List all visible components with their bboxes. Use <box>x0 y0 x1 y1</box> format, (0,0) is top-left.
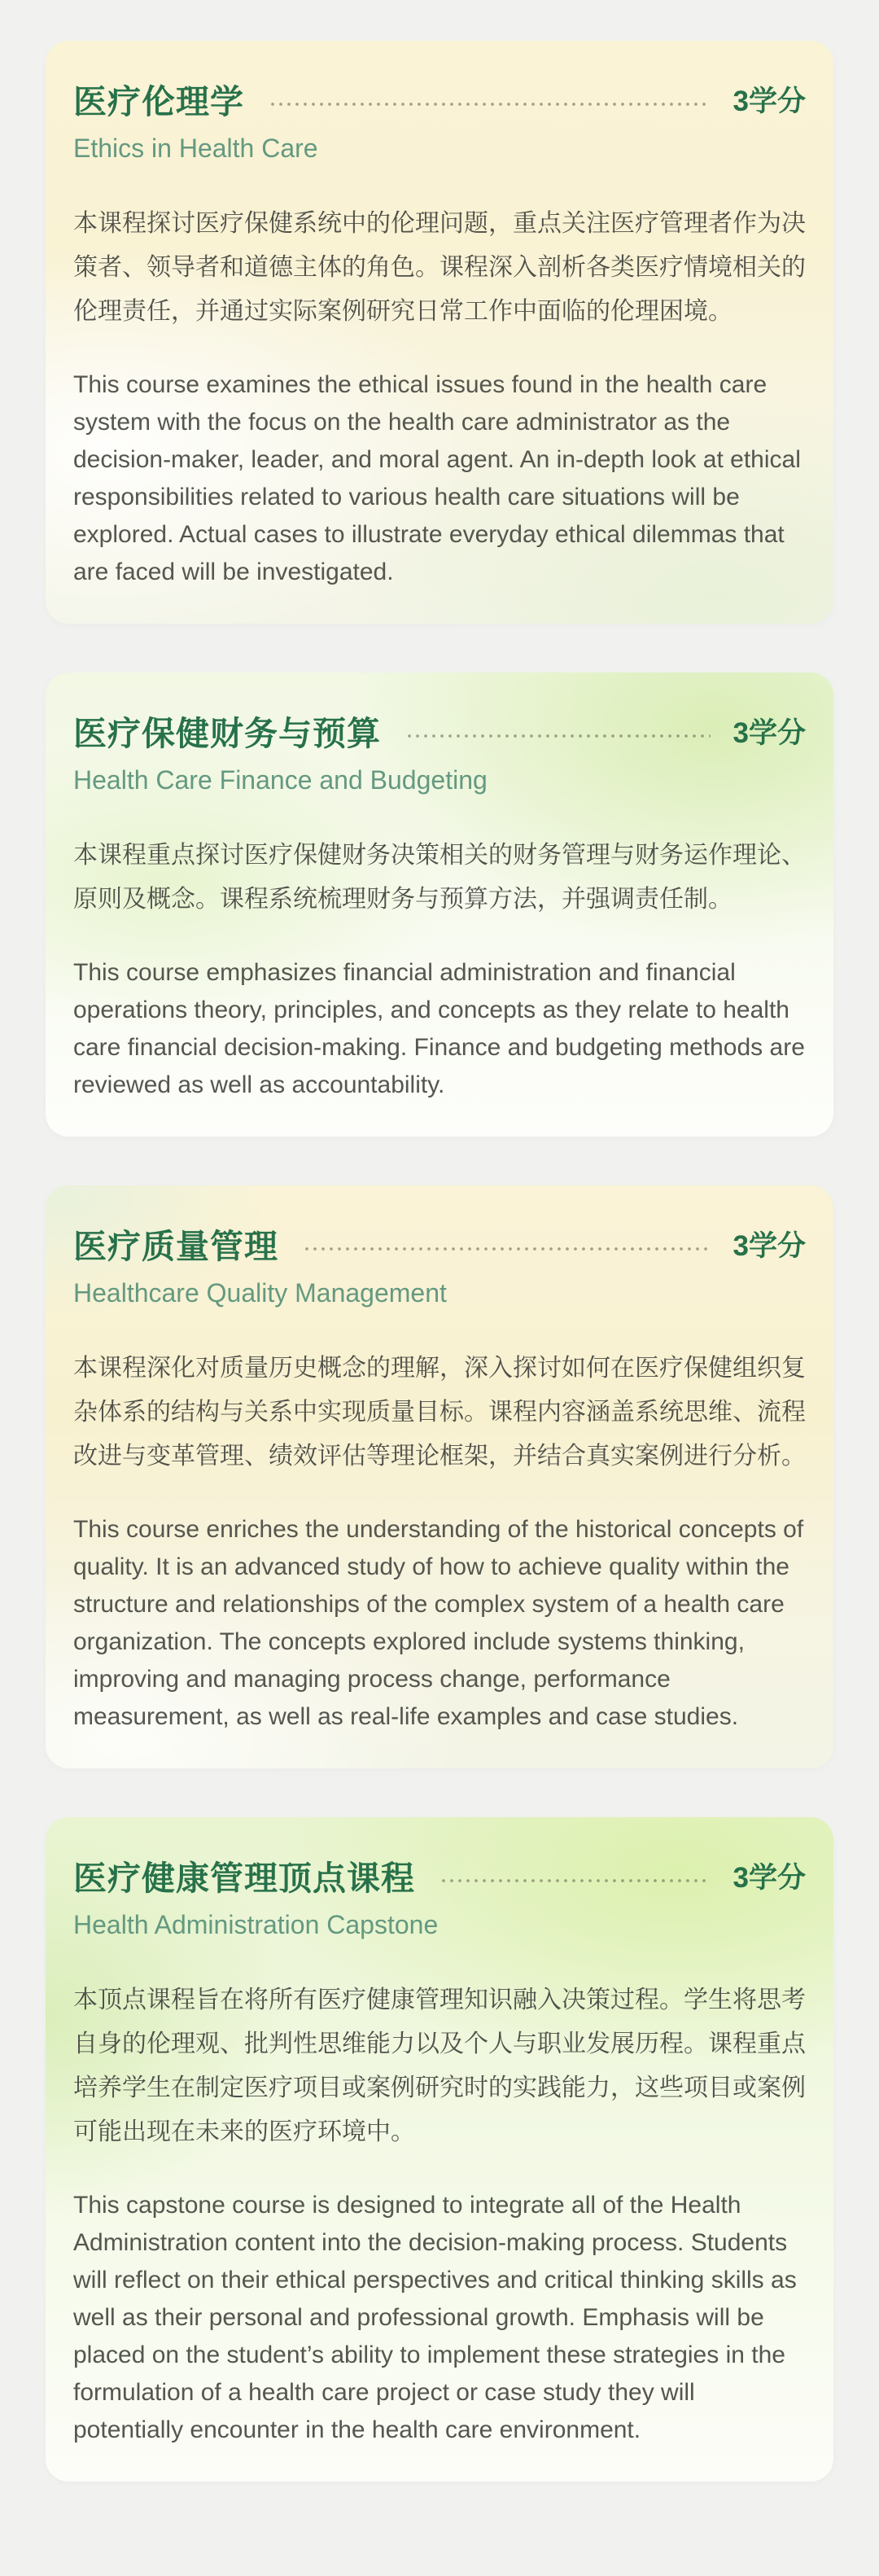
course-title-en: Ethics in Health Care <box>73 134 318 163</box>
course-card-capstone <box>46 1817 833 2482</box>
course-card-finance <box>46 672 833 1137</box>
course-credits-badge: 3学分 <box>732 717 806 749</box>
course-description-en: This course emphasizes financial administration and financial operations theory, principles, and concepts as they relate to health care financial decision-making. Finance and budgeting methods are reviewed as well as accountability. <box>73 959 805 1098</box>
dotted-leader <box>269 102 711 107</box>
course-card-header <box>73 1860 806 1897</box>
course-title-zh: 医疗健康管理顶点课程 <box>73 1860 415 1897</box>
course-title-zh: 医疗伦理学 <box>73 83 244 120</box>
dotted-leader <box>303 1246 711 1251</box>
course-title-en: Health Administration Capstone <box>73 1910 439 1939</box>
course-credits-badge: 3学分 <box>732 1230 806 1262</box>
course-card-header <box>73 83 806 120</box>
course-description-zh: 本顶点课程旨在将所有医疗健康管理知识融入决策过程。学生将思考自身的伦理观、批判性思维能力以及个人与职业发展历程。课程重点培养学生在制定医疗项目或案例研究时的实践能力，这些项目或案例可能出现在未来的医疗环境中。 <box>73 1987 806 2145</box>
course-description-zh: 本课程深化对质量历史概念的理解，深入探讨如何在医疗保健组织复杂体系的结构与关系中实现质量目标。课程内容涵盖系统思维、流程改进与变革管理、绩效评估等理论框架，并结合真实案例进行分析。 <box>73 1355 806 1470</box>
course-card-quality <box>46 1185 833 1768</box>
course-description-en: This capstone course is designed to integrate all of the Health Administration content into the decision-making process. Students will reflect on their ethical perspectives and critical thinking skills as well as their personal and professional growth. Emphasis will be placed on the student’s ability to implement these strategies in the formulation of a health care project or case study they will potentially encounter in the health care environment. <box>73 2192 797 2443</box>
course-description-zh: 本课程重点探讨医疗保健财务决策相关的财务管理与财务运作理论、原则及概念。课程系统梳理财务与预算方法，并强调责任制。 <box>73 842 806 913</box>
course-card-header <box>73 1228 806 1265</box>
dotted-leader <box>440 1878 711 1883</box>
course-card-ethics <box>46 41 833 624</box>
course-description-zh: 本课程探讨医疗保健系统中的伦理问题，重点关注医疗管理者作为决策者、领导者和道德主体的角色。课程深入剖析各类医疗情境相关的伦理责任，并通过实际案例研究日常工作中面临的伦理困境。 <box>73 210 806 325</box>
course-description-en: This course examines the ethical issues found in the health care system with the focus on the health care administrator as the decision-maker, leader, and moral agent. An in-depth look at ethical responsibilities related to various health care situations will be explored. Actual cases to illustrate everyday ethical dilemmas that are faced will be investigated. <box>73 371 801 585</box>
course-title-zh: 医疗保健财务与预算 <box>73 715 381 752</box>
course-title-en: Healthcare Quality Management <box>73 1278 447 1308</box>
course-card-header <box>73 715 806 752</box>
course-title-zh: 医疗质量管理 <box>73 1228 278 1265</box>
course-title-en: Health Care Finance and Budgeting <box>73 765 488 795</box>
dotted-leader <box>405 734 711 738</box>
course-description-en: This course enriches the understanding of the historical concepts of quality. It is an advanced study of how to achieve quality within the structure and relationships of the complex system of a health care organization. The concepts explored include systems thinking, improving and managing process change, performance measurement, as well as real-life examples and case studies. <box>73 1516 804 1730</box>
course-credits-badge: 3学分 <box>732 85 806 117</box>
course-credits-badge: 3学分 <box>732 1862 806 1894</box>
